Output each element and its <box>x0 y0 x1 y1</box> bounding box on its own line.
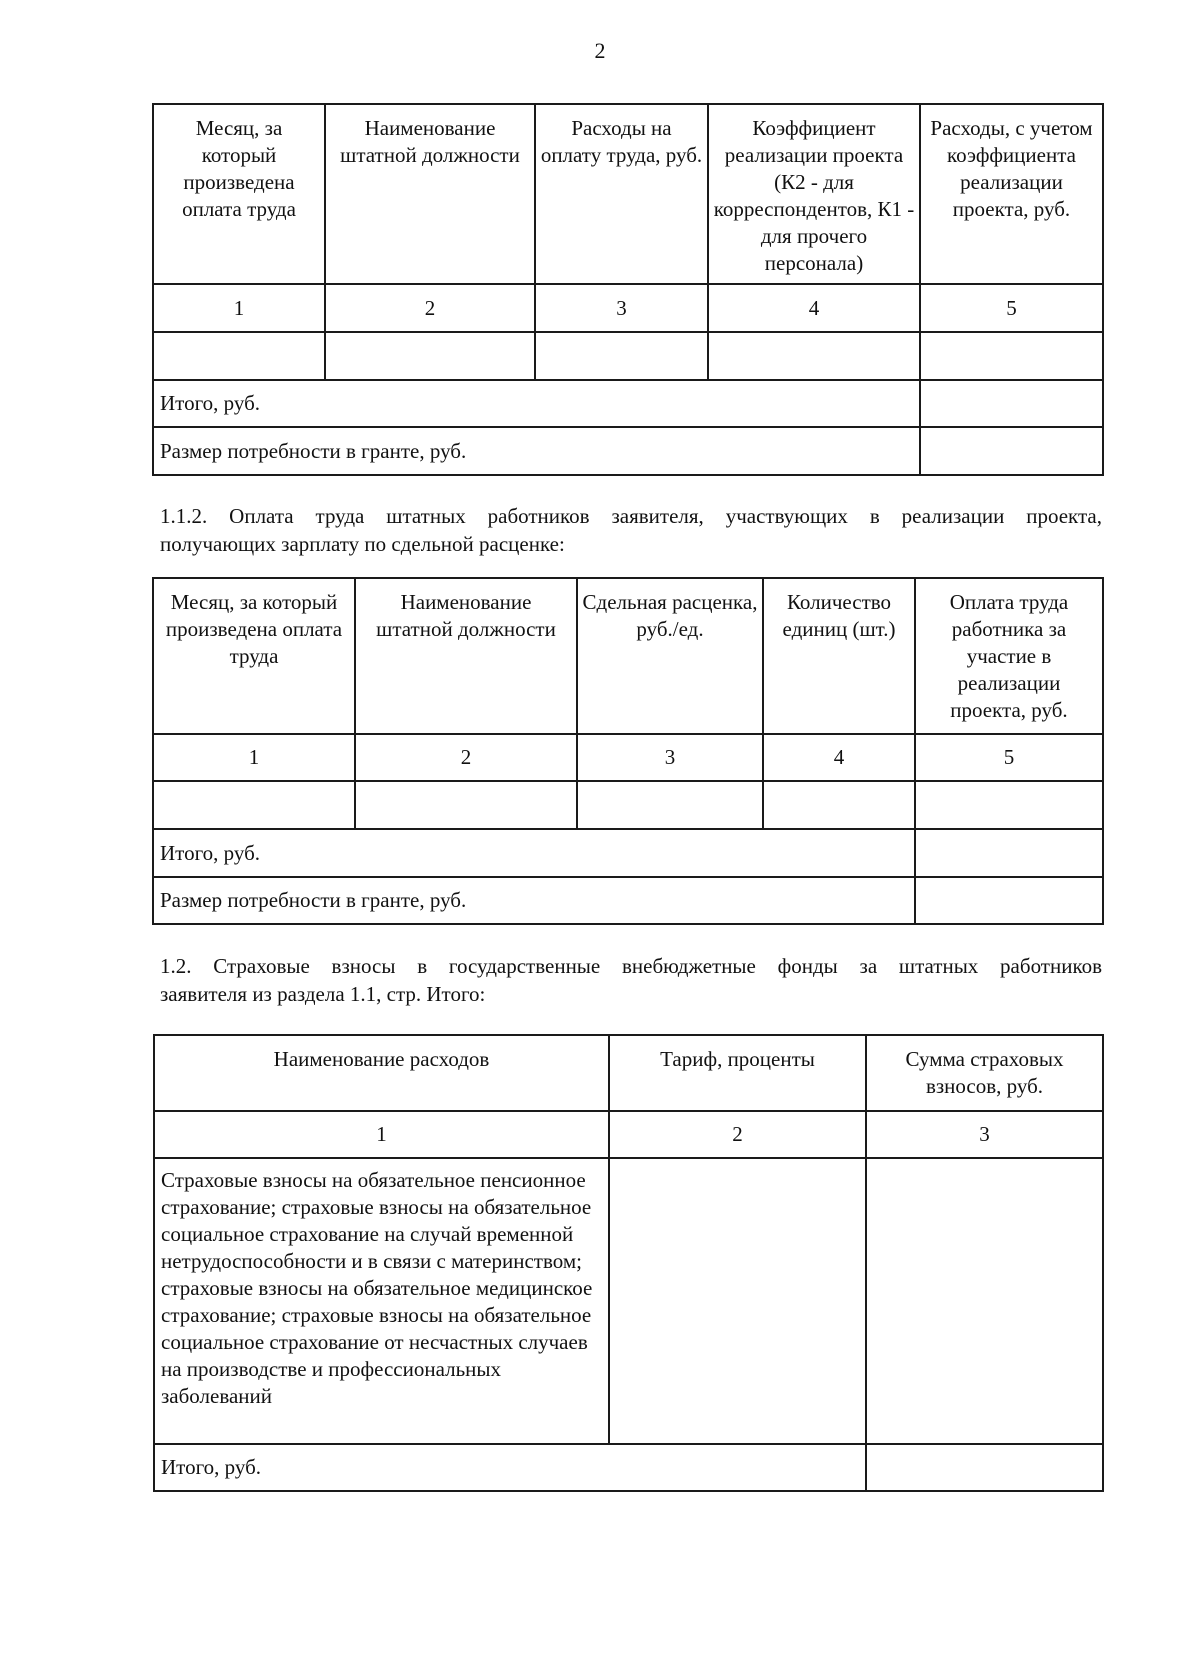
empty-cell[interactable] <box>763 781 915 829</box>
total-label: Итого, руб. <box>153 829 915 877</box>
column-number: 2 <box>355 734 577 781</box>
salary-table <box>152 103 1104 476</box>
empty-cell[interactable] <box>325 332 535 380</box>
insurance-description: Страховые взносы на обязательное пенсионное страхование; страховые взносы на обязательное социальное страхование на случай временной нетрудоспособности и в связи с материнством; страховые взносы на обязательное медицинское страхование; страховые взносы на обязательное социальное страхование от несчастных случаев на производстве и профессиональных заболеваний <box>154 1158 609 1444</box>
empty-cell[interactable] <box>915 781 1103 829</box>
column-number: 2 <box>325 284 535 332</box>
page-number: 2 <box>594 38 606 63</box>
section-1-2-text <box>160 952 1102 1008</box>
empty-cell[interactable] <box>708 332 920 380</box>
header-position: Наименование штатной должности <box>325 104 535 284</box>
total-label: Итого, руб. <box>154 1444 866 1491</box>
header-salary-expenses: Расходы на оплату труда, руб. <box>535 104 708 284</box>
empty-cell[interactable] <box>577 781 763 829</box>
header-piece-rate: Сдельная расценка, руб./ед. <box>577 578 763 734</box>
column-number: 1 <box>153 734 355 781</box>
grant-need-value-cell[interactable] <box>915 877 1103 924</box>
grant-need-label: Размер потребности в гранте, руб. <box>153 877 915 924</box>
piecework-table <box>152 577 1104 925</box>
empty-cell[interactable] <box>920 332 1103 380</box>
empty-cell[interactable] <box>535 332 708 380</box>
tariff-value-cell[interactable] <box>609 1158 866 1444</box>
header-month: Месяц, за который произведена оплата труда <box>153 578 355 734</box>
column-number: 4 <box>763 734 915 781</box>
paragraph-line: получающих зарплату по сдельной расценке: <box>160 532 565 556</box>
section-1-1-2-text <box>160 502 1102 558</box>
header-tariff: Тариф, проценты <box>609 1035 866 1111</box>
empty-cell[interactable] <box>153 781 355 829</box>
empty-data-row <box>153 781 1103 829</box>
header-position: Наименование штатной должности <box>355 578 577 734</box>
total-label: Итого, руб. <box>153 380 920 427</box>
column-number: 5 <box>920 284 1103 332</box>
column-number: 4 <box>708 284 920 332</box>
paragraph-line: заявителя из раздела 1.1, стр. Итого: <box>160 982 486 1006</box>
header-expense-name: Наименование расходов <box>154 1035 609 1111</box>
column-number: 1 <box>154 1111 609 1158</box>
column-number: 3 <box>866 1111 1103 1158</box>
contribution-value-cell[interactable] <box>866 1158 1103 1444</box>
column-number: 3 <box>577 734 763 781</box>
column-number: 2 <box>609 1111 866 1158</box>
header-units-count: Количество единиц (шт.) <box>763 578 915 734</box>
column-number: 3 <box>535 284 708 332</box>
grant-need-label: Размер потребности в гранте, руб. <box>153 427 920 475</box>
empty-data-row <box>153 332 1103 380</box>
column-number: 5 <box>915 734 1103 781</box>
header-worker-pay: Оплата труда работника за участие в реализации проекта, руб. <box>915 578 1103 734</box>
paragraph-line: 1.2. Страховые взносы в государственные внебюджетные фонды за штатных работников <box>160 954 1102 978</box>
grant-need-value-cell[interactable] <box>920 427 1103 475</box>
header-contribution-sum: Сумма страховых взносов, руб. <box>866 1035 1103 1111</box>
insurance-contributions-table <box>153 1034 1104 1492</box>
paragraph-line: 1.1.2. Оплата труда штатных работников заявителя, участвующих в реализации проекта, <box>160 504 1102 528</box>
header-coefficient: Коэффициент реализации проекта (К2 - для корреспондентов, К1 - для прочего персонала) <box>708 104 920 284</box>
header-adjusted-expenses: Расходы, с учетом коэффициента реализации проекта, руб. <box>920 104 1103 284</box>
total-value-cell[interactable] <box>920 380 1103 427</box>
total-value-cell[interactable] <box>915 829 1103 877</box>
empty-cell[interactable] <box>355 781 577 829</box>
column-number: 1 <box>153 284 325 332</box>
header-month: Месяц, за который произведена оплата труда <box>153 104 325 284</box>
total-value-cell[interactable] <box>866 1444 1103 1491</box>
empty-cell[interactable] <box>153 332 325 380</box>
